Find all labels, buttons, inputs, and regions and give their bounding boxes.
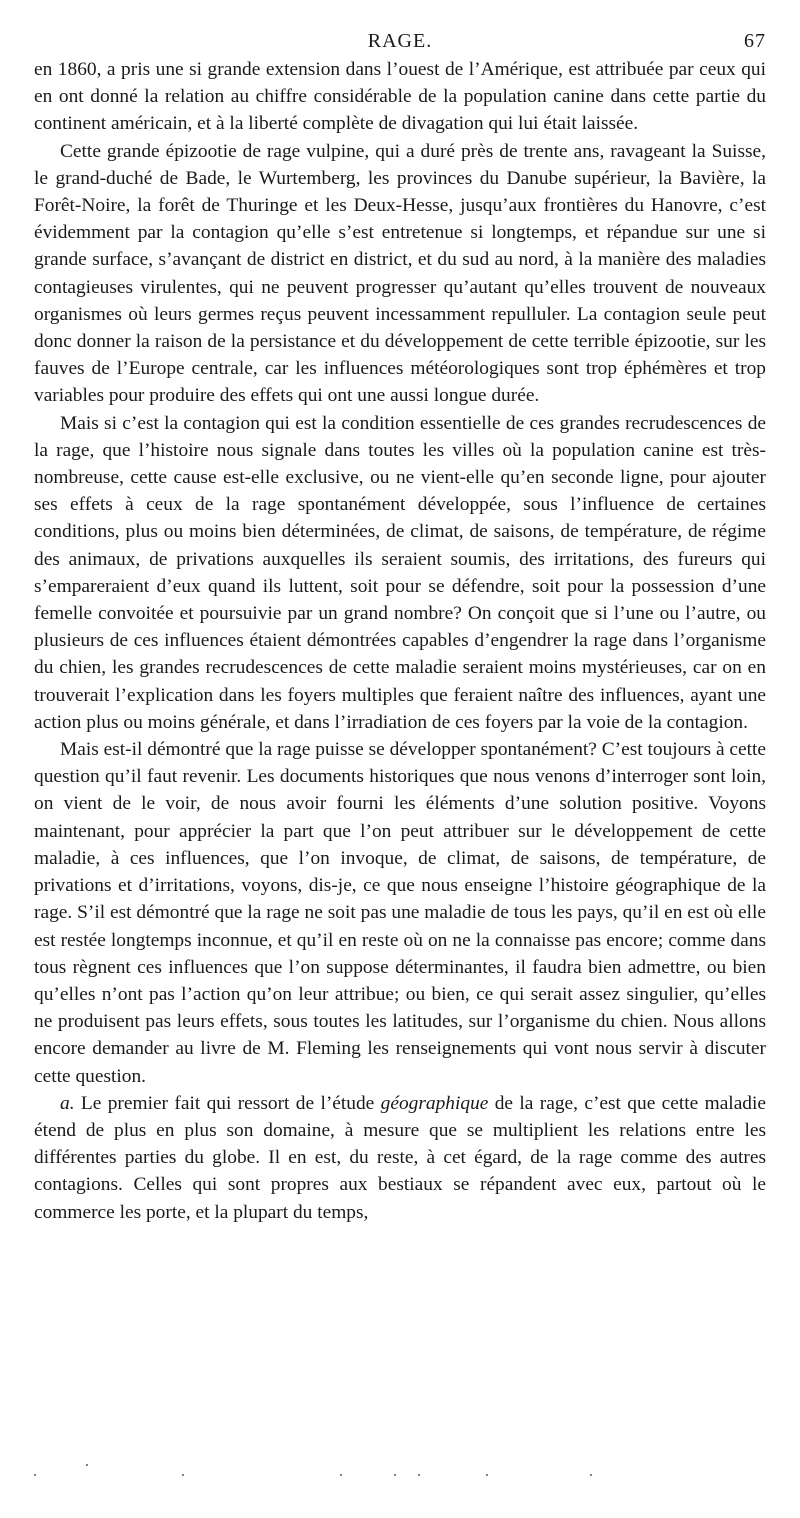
paragraph-spontaneous-rabies: Mais est-il démontré que la rage puisse se développer spontanément? C’est toujours à cette question qu’il faut revenir. Les documents historiques que nous venons d’interroger sont loin, on vient de le voir, de nous avoir fourni les éléments d’une solution positive. Voyons maintenant, pour apprécier la part que l’on peut attribuer sur le développement de cette maladie, à ces influences, que l’on invoque, de climat, de saisons, de température, de privations et d’irritations, voyons, dis-je, ce que nous enseigne l’histoire géographique de la rage. S’il est démontré que la rage ne soit pas une maladie de tous les pays, qu’il en est où elle est restée longtemps inconnue, et qu’il en reste où on ne la connaisse pas encore; comme dans tous règnent ces influences que l’on suppose déterminantes, il faudra bien admettre, ou bien qu’elles n’ont pas l’action qu’on leur attribue; ou bien, ce qui serait assez singulier, qu’elles ne produisent pas leurs effets, sous toutes les latitudes, sur l’organisme du chien. Nous allons encore demander au livre de M. Fleming les renseignements qui vont nous servir à discuter cette question. [34, 739, 766, 1087]
paragraph-continuation: en 1860, a pris une si grande extension dans l’ouest de l’Amérique, est attribuée par ceux qui en ont donné la relation au chiffre considérable de la population canine dans cette partie du continent américain, et à la liberté complète de divagation qui lui était laissée. [34, 59, 766, 135]
page-number: 67 [744, 30, 766, 52]
speck [418, 1474, 420, 1476]
speck [34, 1474, 36, 1476]
speck [486, 1474, 488, 1476]
paragraph-text-before: Le premier fait qui ressort de l’étude [74, 1092, 381, 1114]
speck [590, 1474, 592, 1476]
running-title: RAGE. [367, 30, 433, 52]
paragraph-geographic-study [34, 1090, 766, 1226]
enum-label: a. [60, 1092, 75, 1114]
speck [394, 1474, 396, 1476]
speck [182, 1474, 184, 1476]
body-text [34, 56, 766, 1226]
paragraph-vulpine-epizootic: Cette grande épizootie de rage vulpine, qui a duré près de trente ans, ravageant la Suisse, le grand-duché de Bade, le Wurtemberg, les provinces du Danube supérieur, la Bavière, la Forêt-Noire, la forêt de Thuringe et les Deux-Hesse, jusqu’aux frontières du Hanovre, c’est évidemment par la contagion qu’elle s’est entretenue si longtemps, et répandue sur une si grande surface, s’avançant de district en district, et du sud au nord, à la manière des maladies contagieuses virulentes, qui ne peuvent progresser qu’autant qu’elles trouvent de nouveaux organismes où leurs germes reçus peuvent incessamment repulluler. La contagion seule peut donc donner la raison de la persistance et du développement de cette terrible épizootie, sur les fauves de l’Europe centrale, car les influences météorologiques sont trop éphémères et trop variables pour produire des effets qui ont une aussi longue durée. [34, 140, 766, 407]
paragraph-contagion-question: Mais si c’est la contagion qui est la condition essentielle de ces grandes recrudescences de la rage, que l’histoire nous signale dans toutes les villes où la population canine est très-nombreuse, cette cause est-elle exclusive, ou ne vient-elle qu’en seconde ligne, pour ajouter ses effets à ceux de la rage spontanément développée, sous l’influence de certaines conditions, plus ou moins bien déterminées, de climat, de saisons, de température, de régime des animaux, de privations auxquelles ils seraient soumis, des irritations, des fureurs qui s’empareraient d’eux quand ils luttent, soit pour se défendre, soit pour la possession d’une femelle convoitée et poursuivie par un grand nombre? On conçoit que si l’une ou l’autre, ou plusieurs de ces influences étaient démontrées capables d’engendrer la rage dans l’organisme du chien, les grandes recrudescences de cette maladie seraient moins mystérieuses, car on en trouverait l’explication dans les foyers multiples que feraient naître des influences, ayant une action plus ou moins générale, et dans l’irradiation de ces foyers par la voie de la contagion. [34, 412, 766, 733]
speck [86, 1464, 88, 1466]
paragraph-text-after: de la rage, c’est que cette maladie étend de plus en plus son domaine, à mesure que se multiplient les relations entre les différentes parties du globe. Il en est, du reste, à cet égard, de la rage comme des autres contagions. Celles qui sont propres aux bestiaux se répandent avec eux, partout où le commerce les porte, et la plupart du temps, [34, 1092, 766, 1223]
emphasis-geographique: géographique [380, 1092, 489, 1114]
speck [340, 1474, 342, 1476]
book-page [34, 30, 766, 1226]
running-header [34, 30, 766, 56]
page-specks [34, 1462, 766, 1482]
